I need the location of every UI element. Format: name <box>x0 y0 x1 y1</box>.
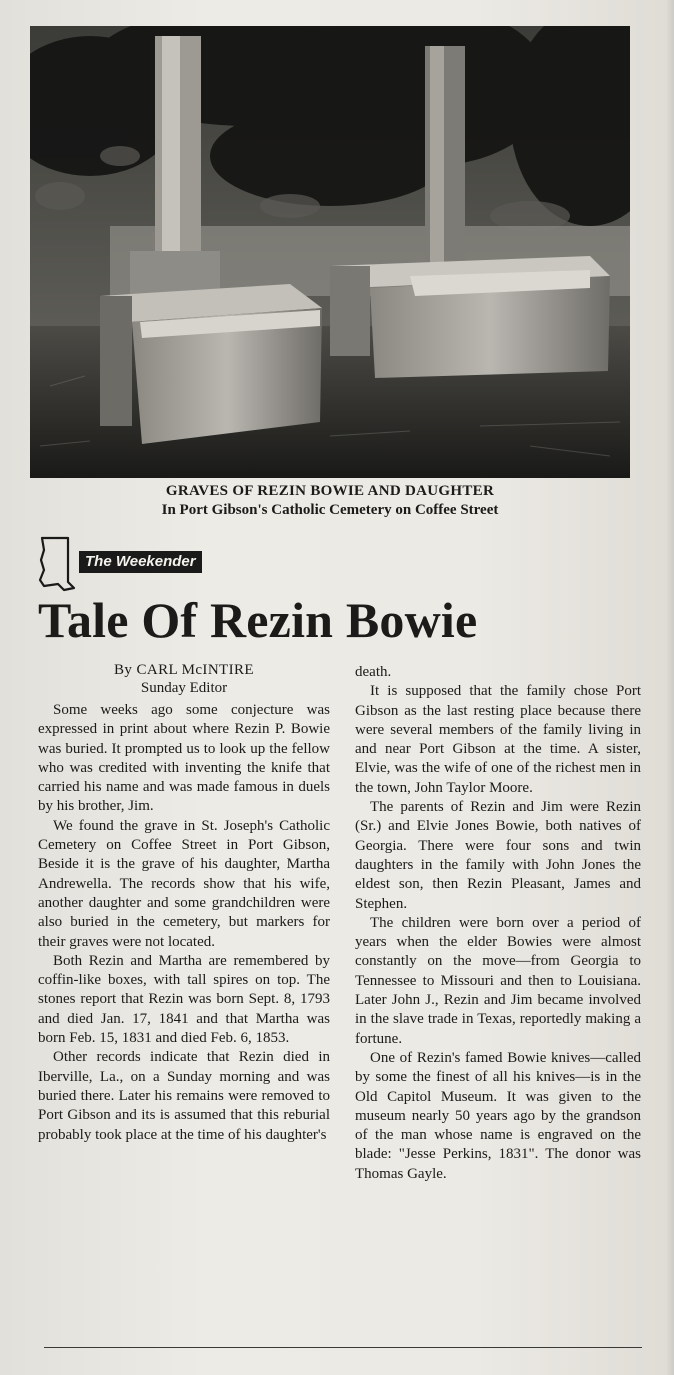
weekender-section-badge: The Weekender <box>79 551 202 573</box>
paragraph: It is supposed that the family chose Port Gibson as the last resting place because there were several members of the family living in and near Port Gibson at the time. A sister, Elvie, was the wife of one of the richest men in the town, John Taylor Moore. <box>355 683 641 796</box>
headline: Tale Of Rezin Bowie <box>38 592 478 648</box>
byline-role: Sunday Editor <box>140 680 228 696</box>
photo-caption-subtitle: In Port Gibson's Catholic Cemetery on Coffee Street <box>161 502 499 518</box>
paragraph: One of Rezin's famed Bowie knives—called by some the finest of all his knives—is in the Old Capitol Museum. It was given to the museum nearly 50 years ago by the grandson of the man whose name is engraved on the blade: "Jesse Perkins, 1831". The donor was Thomas Gayle. <box>355 1049 641 1182</box>
grave-photo <box>30 26 630 478</box>
paragraph: Both Rezin and Martha are remembered by coffin-like boxes, with tall spires on top. The stones report that Rezin was born Sept. 8, 1793 and died Jan. 17, 1841 and that Martha was born Feb. 15, 1831 and died Feb. 6, 1853. <box>38 952 330 1047</box>
byline-author: By CARL McINTIRE <box>113 662 254 678</box>
paper-edge-shadow <box>666 0 674 1375</box>
article-column-left <box>38 701 330 1145</box>
photo-caption-title: GRAVES OF REZIN BOWIE AND DAUGHTER <box>165 483 495 499</box>
paragraph: We found the grave in St. Joseph's Catholic Cemetery on Coffee Street in Port Gibson, Beside it is the grave of his daughter, Martha Andrewella. The records show that his wife, another daughter and some grandchildren were also buried in the cemetery, but markers for their graves were not located. <box>38 817 330 950</box>
article-column-right <box>355 663 641 1184</box>
paragraph-continuation: death. <box>355 664 392 680</box>
paragraph: Other records indicate that Rezin died in Iberville, La., on a Sunday morning and was buried there. Later his remains were removed to Port Gibson and its is assumed that this reburial probably took place at the time of his daughter's <box>38 1049 330 1143</box>
paragraph: Some weeks ago some conjecture was expressed in print about where Rezin P. Bowie was buried. It prompted us to look up the fellow who was credited with inventing the knife that carried his name and was made famous in duels by his brother, Jim. <box>38 702 330 815</box>
paragraph: The children were born over a period of years when the elder Bowies were almost constantly on the move—from Georgia to Tennessee to Missouri and then to Louisiana. Later John J., Rezin and Jim became involved in the slave trade in Texas, reportedly making a fortune. <box>355 914 641 1047</box>
bottom-rule <box>44 1347 642 1348</box>
paragraph: The parents of Rezin and Jim were Rezin (Sr.) and Elvie Jones Bowie, both natives of Georgia. There were four sons and twin daughters in the family with John Jones the eldest son, then Rezin Pleasant, James and Stephen. <box>355 799 641 912</box>
